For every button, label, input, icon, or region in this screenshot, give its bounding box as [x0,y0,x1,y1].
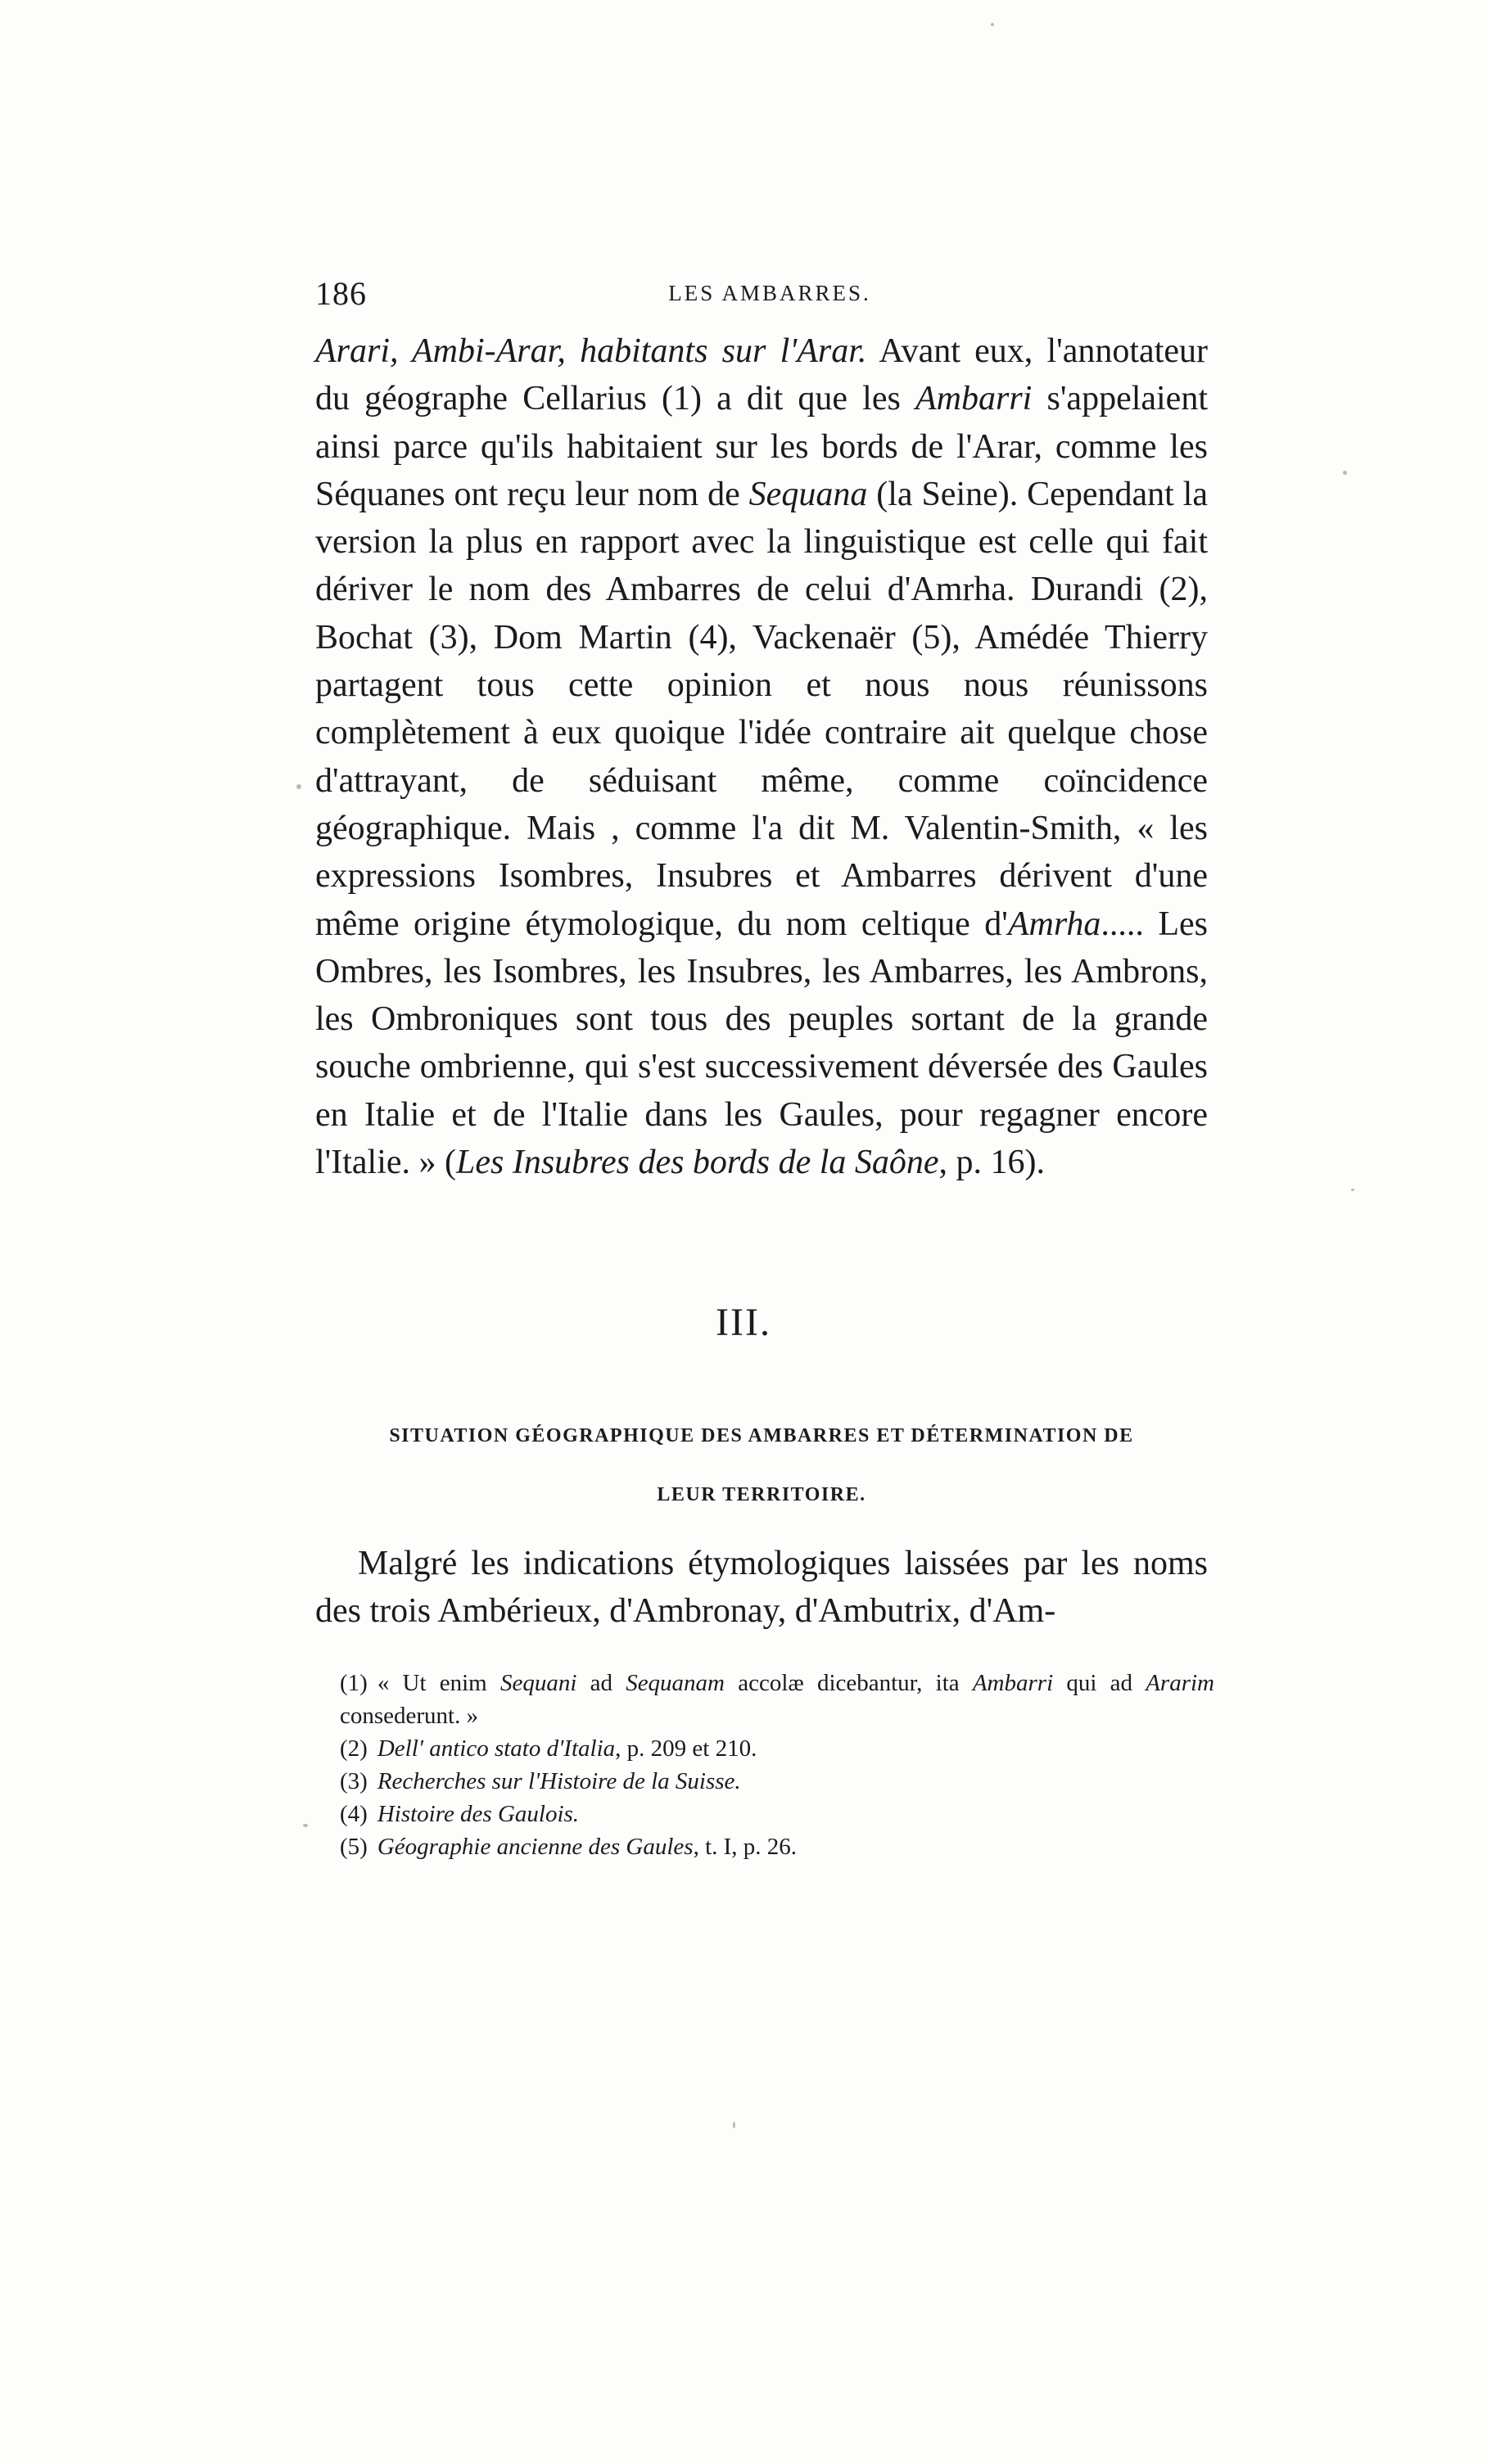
italic-title: Géographie ancienne des Gaules [377,1834,694,1860]
scan-speck [1343,471,1347,475]
text-run: qui ad [1053,1670,1146,1696]
text-run: Avant eux, l'annotateur du géographe Cellarius (1) a dit que les [315,332,1208,418]
text-run: ad [576,1670,626,1696]
italic-word: Amrha [1007,905,1101,943]
text-run: ..... Les Ombres, les Isombres, les Insubres, les Ambarres, les Ambrons, les Ombroniques sont tous des peuples sortant de la grande souche ombrienne, qui s'est successivement déversée des Gaules en Italie et de l'Italie dans les Gaules, pour regagner encore l'Italie. » ( [315,905,1208,1182]
italic-word: Ambarri [972,1670,1054,1696]
footnote-2 [340,1732,1214,1765]
section-title-line: SITUATION GÉOGRAPHIQUE DES AMBARRES ET DÉTERMINATION DE [389,1425,1134,1446]
footnote-3 [340,1765,1214,1798]
footnote-number: (1) [340,1670,368,1696]
running-title: LES AMBARRES. [668,281,871,305]
section-paragraph: Malgré les indications étymologiques laissées par les noms des trois Ambérieux, d'Ambronay, d'Ambutrix, d'Am- [315,1545,1208,1630]
italic-title: Recherches sur l'Histoire de la Suisse. [377,1768,741,1794]
footnote-number: (4) [340,1801,368,1827]
footnote-number: (3) [340,1768,368,1794]
text-run: consederunt. » [340,1703,479,1729]
italic-word: Sequanam [626,1670,725,1696]
italic-phrase: Arari, Ambi-Arar, habitants sur l'Arar. [315,332,867,370]
scan-speck [303,1824,308,1827]
scan-speck [991,23,994,26]
italic-word: Sequani [499,1670,577,1696]
scan-speck [296,784,301,789]
footnote-5 [340,1830,1214,1863]
scan-speck [1351,1189,1354,1191]
italic-title: Dell' antico stato d'Italia [377,1735,616,1762]
page-number: 186 [315,275,367,312]
footnote-1 [340,1667,1214,1732]
italic-title: Histoire des Gaulois. [377,1801,580,1827]
text-run: s'appelaient ainsi parce qu'ils habitaient sur les bords de l'Arar, comme les Séquanes ont reçu leur nom de [315,380,1208,513]
paragraph-ambarres-etymology [315,327,1208,1186]
text-run: accolæ dicebantur, ita [725,1670,973,1696]
text-run: (la Seine). Cependant la version la plus en rapport avec la linguistique est celle qui fait dériver le nom des Ambarres de celui d'Amrha. Durandi (2), Bochat (3), Dom Martin (4), Vackenaër (5), Amédée Thierry partagent tous cette opinion et nous nous réunissons complètement à eux quoique l'idée contraire ait quelque chose d'attrayant, de séduisant même, comme coïncidence géographique. Mais , comme l'a dit M. Valentin-Smith, « les expressions Isombres, Insubres et Ambarres dérivent d'une même origine étymologique, du nom celtique d' [315,475,1208,943]
section-number: III. [716,1301,771,1344]
footnote-number: (2) [340,1735,368,1762]
italic-word: Ambarri [915,380,1033,418]
text-run: , t. I, p. 26. [693,1834,798,1860]
scan-speck [733,2122,735,2128]
footnote-number: (5) [340,1834,368,1860]
italic-word: Sequana [748,475,868,513]
italic-citation: Les Insubres des bords de la Saône [456,1144,939,1182]
footnotes [340,1667,1214,1863]
text-run: , p. 16). [938,1144,1046,1182]
text-run: « Ut enim [377,1670,500,1696]
section-title [332,1406,1191,1524]
italic-word: Ararim [1146,1670,1214,1696]
section-title-line: LEUR TERRITOIRE. [657,1484,866,1505]
text-run: , p. 209 et 210. [615,1735,757,1762]
page-header [315,274,1224,315]
footnote-4 [340,1798,1214,1830]
